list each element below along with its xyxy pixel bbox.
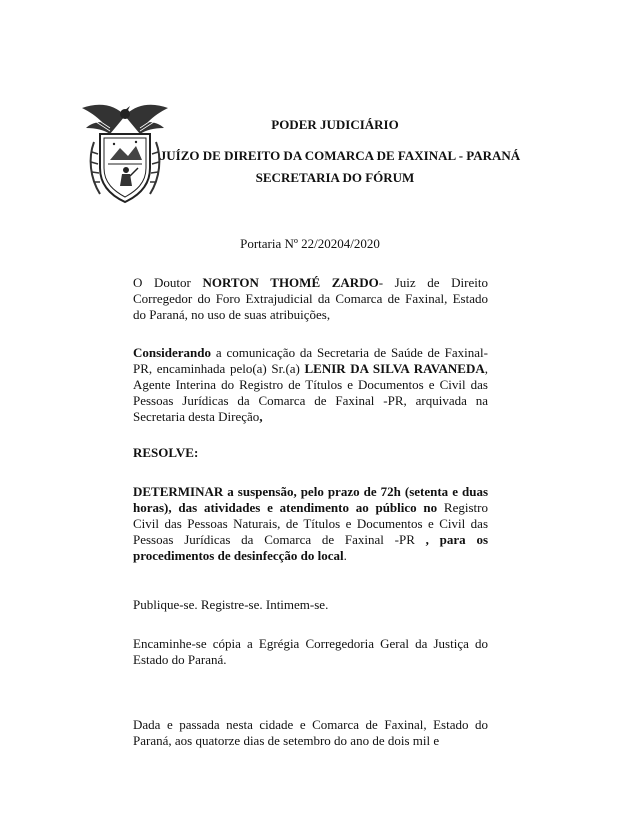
considerando-text-2: , Agente Interina do Registro de Títulos e Documentos e Civil das Pessoas Jurídicas da Comarca de Faxinal -PR, arquivada na Secretaria desta Direção [133,361,488,424]
header-secretaria: SECRETARIA DO FÓRUM [255,170,415,185]
judge-name: NORTON THOMÉ ZARDO [202,275,379,290]
determinar-text-1: Registro Civil das Pessoas Naturais, de Títulos e Documentos e Civil das Pessoas Jurídicas da Comarca de Faxinal -PR [133,500,488,547]
resolve-heading: RESOLVE: [133,445,199,460]
determinar-paragraph [133,484,488,564]
considerando-lead: Considerando [133,345,212,360]
considerando-text-1: a comunicação da Secretaria de Saúde de Faxinal-PR, encaminhada pelo(a) Sr.(a) [133,345,488,376]
determinar-bold-2: , para os procedimentos de desinfecção do local [133,532,489,563]
publique-paragraph: Publique-se. Registre-se. Intimem-se. [133,597,329,612]
intro-text-1: O Doutor [133,275,203,290]
considerando-paragraph [133,345,488,425]
agent-name: LENIR DA SILVA RAVANEDA [304,361,485,376]
portaria-number: Portaria Nº 22/20204/2020 [240,236,380,251]
header-poder-judiciario: PODER JUDICIÁRIO [271,117,399,132]
determinar-bold-1: DETERMINAR a suspensão, pelo prazo de 72h (setenta e duas horas), das atividades e atendimento ao público no [133,484,488,515]
dada-paragraph: Dada e passada nesta cidade e Comarca de Faxinal, Estado do Paraná, aos quatorze dias de setembro do ano de dois mil e [133,717,488,748]
determinar-end: . [343,548,347,563]
intro-text-2: - Juiz de Direito Corregedor do Foro Extrajudicial da Comarca de Faxinal, Estado do Paraná, no uso de suas atribuições, [133,275,488,322]
header-juizo: JUÍZO DE DIREITO DA COMARCA DE FAXINAL - PARANÁ [159,148,521,163]
encaminhe-paragraph: Encaminhe-se cópia a Egrégia Corregedoria Geral da Justiça do Estado do Paraná. [133,636,488,667]
considerando-end: , [259,409,263,424]
intro-paragraph [133,275,488,323]
